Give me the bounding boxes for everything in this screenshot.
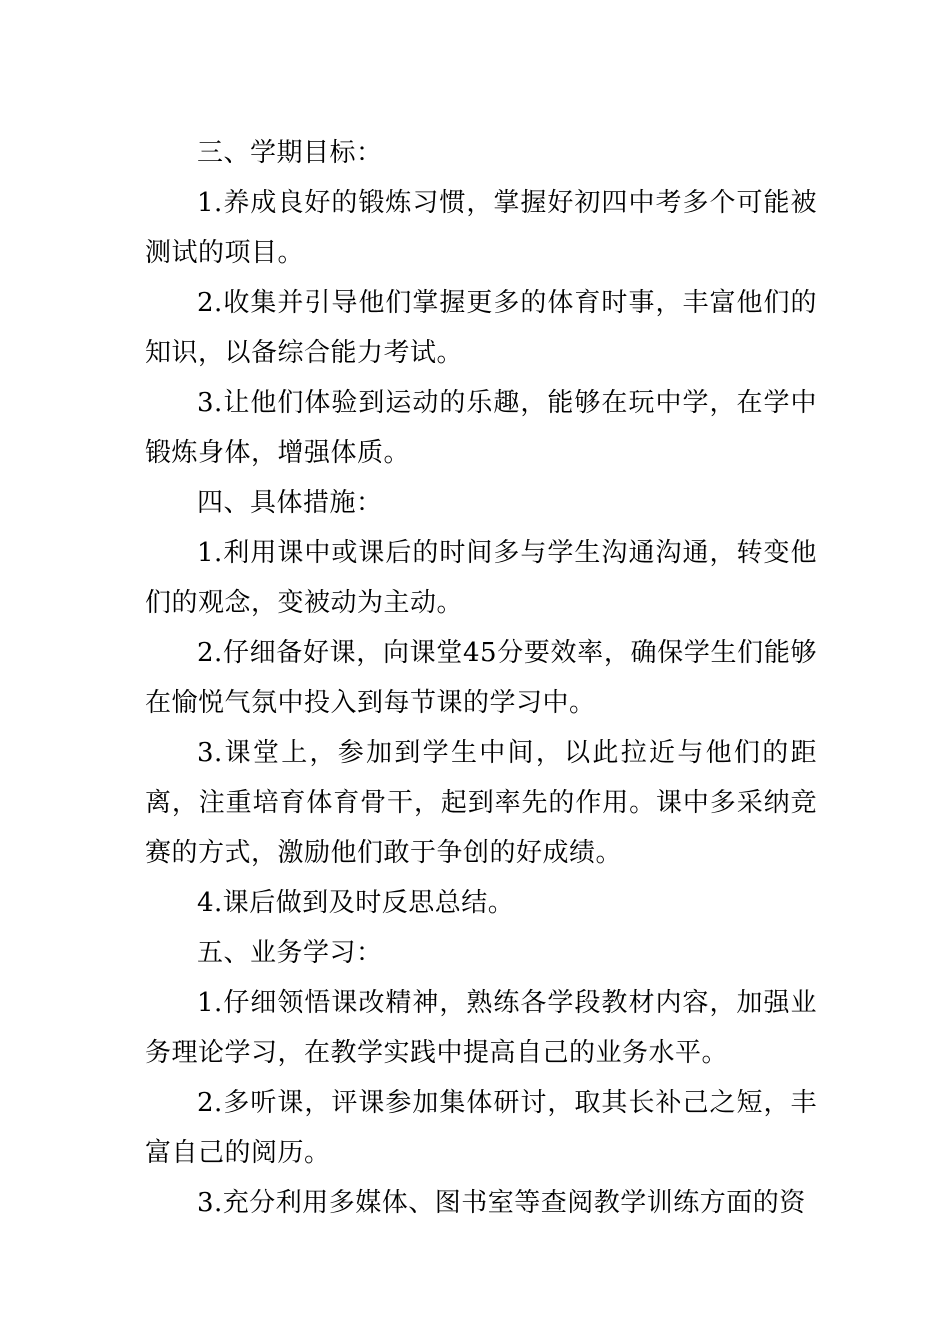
goal-item-1: 1.养成良好的锻炼习惯，掌握好初四中考多个可能被测试的项目。 (145, 188, 817, 268)
goal-item-3: 3.让他们体验到运动的乐趣，能够在玩中学，在学中锻炼身体，增强体质。 (145, 388, 817, 468)
measure-item-1: 1.利用课中或课后的时间多与学生沟通沟通，转变他们的观念，变被动为主动。 (145, 538, 817, 618)
measure-item-4: 4.课后做到及时反思总结。 (197, 888, 515, 918)
measure-item-2: 2.仔细备好课，向课堂45分要效率，确保学生们能够在愉悦气氛中投入到每节课的学习中。 (145, 638, 817, 718)
study-item-1: 1.仔细领悟课改精神，熟练各学段教材内容，加强业务理论学习，在教学实践中提高自己的业务水平。 (145, 988, 817, 1068)
document-body (145, 128, 817, 1228)
section-heading-goals: 三、学期目标： (197, 138, 383, 168)
study-item-3: 3.充分利用多媒体、图书室等查阅教学训练方面的资 (197, 1188, 806, 1218)
section-heading-measures: 四、具体措施： (197, 488, 383, 518)
goal-item-2: 2.收集并引导他们掌握更多的体育时事，丰富他们的知识，以备综合能力考试。 (145, 288, 817, 368)
measure-item-3: 3.课堂上，参加到学生中间，以此拉近与他们的距离，注重培育体育骨干，起到率先的作用。课中多采纳竞赛的方式，激励他们敢于争创的好成绩。 (145, 738, 817, 868)
study-item-2: 2.多听课，评课参加集体研讨，取其长补己之短，丰富自己的阅历。 (145, 1088, 817, 1168)
section-heading-study: 五、业务学习： (197, 938, 383, 968)
